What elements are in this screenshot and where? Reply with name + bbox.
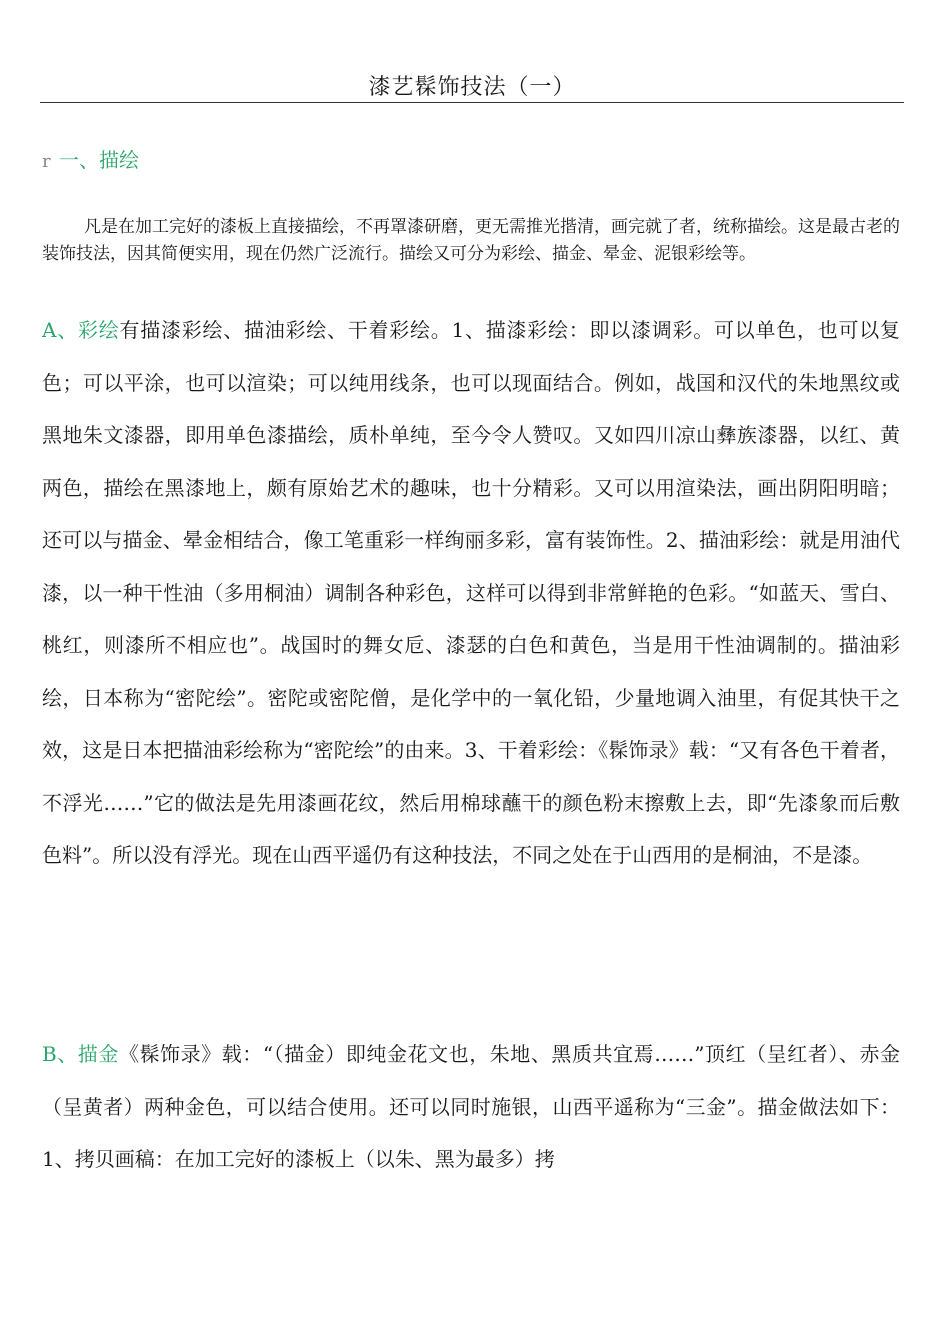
paragraph-miaojin xyxy=(42,1028,900,1186)
paragraph-caihui-lead: A、彩绘 xyxy=(42,318,120,342)
paragraph-caihui xyxy=(42,304,900,882)
page-title: 漆艺髹饰技法（一） xyxy=(368,75,576,100)
paragraph-miaojin-lead: B、描金 xyxy=(42,1042,119,1066)
title-divider xyxy=(40,102,904,103)
section-heading-text: 一、描绘 xyxy=(58,148,139,172)
section-prefix: r xyxy=(42,151,51,172)
intro-paragraph: 凡是在加工完好的漆板上直接描绘，不再罩漆研磨，更无需推光揩清，画完就了者，统称描绘。这是最古老的装饰技法，因其简便实用，现在仍然广泛流行。描绘又可分为彩绘、描金、晕金、泥银彩绘等。 xyxy=(42,217,900,264)
paragraph-caihui-text: 有描漆彩绘、描油彩绘、干着彩绘。1、描漆彩绘：即以漆调彩。可以单色，也可以复色；可以平涂，也可以渲染；可以纯用线条，也可以现面结合。例如，战国和汉代的朱地黑纹或黑地朱文漆器，即用单色漆描绘，质朴单纯，至今令人赞叹。又如四川凉山彝族漆器，以红、黄两色，描绘在黑漆地上，颇有原始艺术的趣味，也十分精彩。又可以用渲染法，画出阴阳明暗；还可以与描金、晕金相结合，像工笔重彩一样绚丽多彩，富有装饰性。2、描油彩绘：就是用油代漆，以一种干性油（多用桐油）调制各种彩色，这样可以得到非常鲜艳的色彩。“如蓝天、雪白、桃红，则漆所不相应也”。战国时的舞女卮、漆瑟的白色和黄色，当是用干性油调制的。描油彩绘，日本称为“密陀绘”。密陀或密陀僧，是化学中的一氧化铅，少量地调入油里，有促其快干之效，这是日本把描油彩绘称为“密陀绘”的由来。3、干着彩绘：《髹饰录》载：“又有各色干着者，不浮光……”它的做法是先用漆画花纹，然后用棉球蘸干的颜色粉末擦敷上去，即“先漆象而后敷色料”。所以没有浮光。现在山西平遥仍有这种技法，不同之处在于山西用的是桐油，不是漆。 xyxy=(42,318,900,867)
paragraph-miaojin-text: 《髹饰录》载：“（描金）即纯金花文也，朱地、黑质共宜焉……”顶红（呈红者）、赤金（呈黄者）两种金色，可以结合使用。还可以同时施银，山西平遥称为“三金”。描金做法如下：1、拷贝画稿：在加工完好的漆板上（以朱、黑为最多）拷 xyxy=(42,1042,901,1171)
section-heading xyxy=(42,146,139,176)
